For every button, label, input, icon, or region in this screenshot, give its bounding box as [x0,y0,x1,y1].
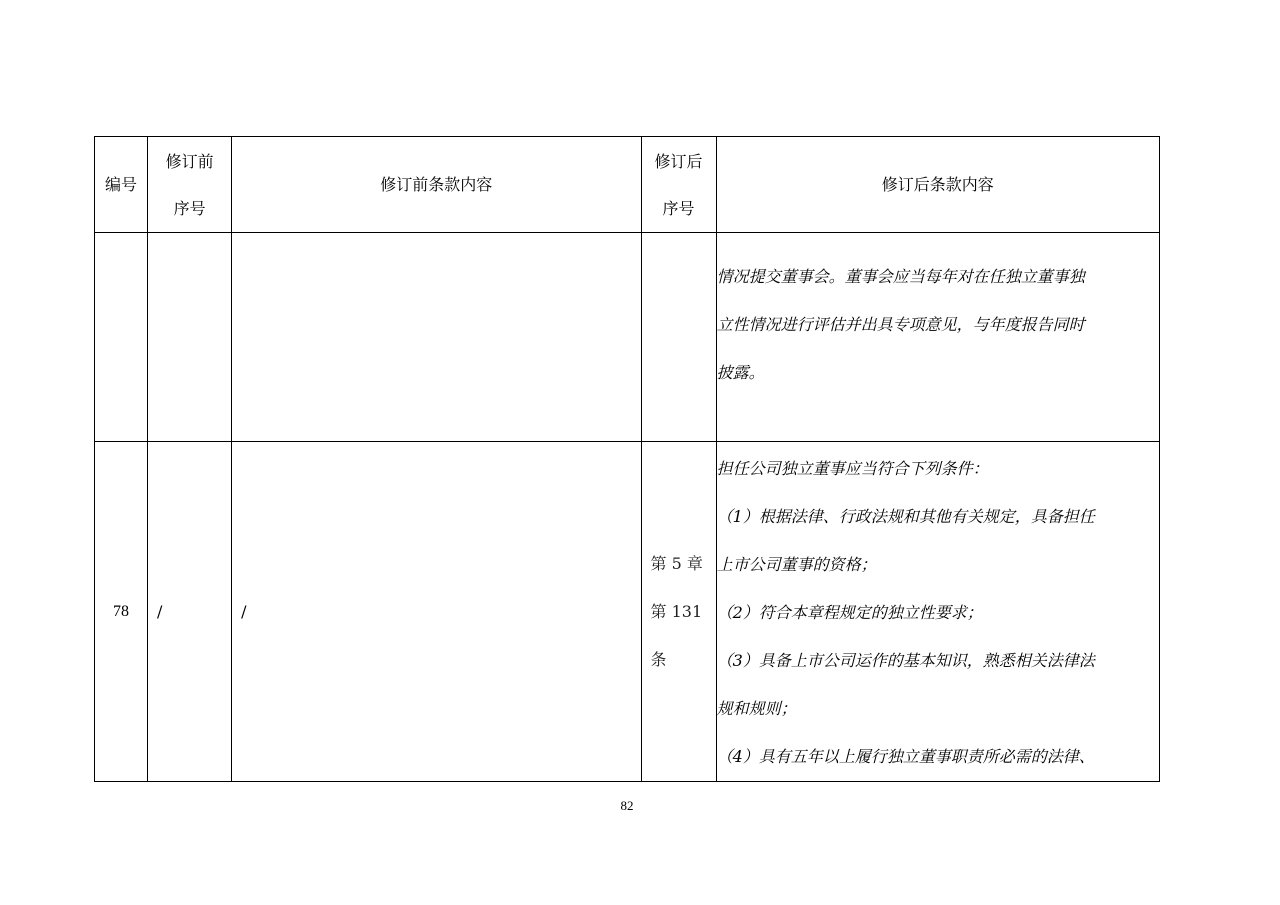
post-content-line: 披露。 [716,362,765,382]
post-content-line: （4）具有五年以上履行独立董事职责所必需的法律、 [716,747,1095,766]
post-content-line: 情况提交董事会。董事会应当每年对在任独立董事独 [716,266,1085,286]
header-number: 编号 [95,137,148,233]
cell-post-index [641,442,716,782]
header-post-index-line1: 修订后 [654,151,703,171]
header-pre-index [148,137,232,233]
cell-pre-content: / [232,442,641,782]
page-number: 82 [620,798,634,813]
revision-table [94,136,1160,782]
header-post-index-line2: 序号 [662,198,695,218]
header-post-index [641,137,716,233]
cell-post-content-continuation [716,233,1159,442]
header-pre-index-line1: 修订前 [165,151,214,171]
post-content-line: （3）具备上市公司运作的基本知识，熟悉相关法律法 [716,651,1095,670]
post-index-line: 第 5 章 [650,553,703,573]
header-pre-index-line2: 序号 [173,198,206,218]
header-pre-content: 修订前条款内容 [232,137,641,233]
post-content-line: （1）根据法律、行政法规和其他有关规定，具备担任 [716,507,1095,526]
cell-post-index-empty [641,233,716,442]
post-index-line: 第 131 [650,601,703,621]
post-index-line: 条 [650,649,667,669]
cell-number-empty [95,233,148,442]
post-content-line: （2）符合本章程规定的独立性要求； [716,603,983,622]
post-content-line: 担任公司独立董事应当符合下列条件： [716,459,989,478]
post-content-line: 立性情况进行评估并出具专项意见，与年度报告同时 [716,314,1085,334]
header-post-content: 修订后条款内容 [716,137,1159,233]
table-row-continuation [95,233,1160,442]
table-row-78 [95,442,1160,782]
post-content-line: 上市公司董事的资格； [716,555,877,574]
cell-number: 78 [95,442,148,782]
cell-pre-index: / [148,442,232,782]
cell-pre-index-empty [148,233,232,442]
cell-post-content [716,442,1159,782]
cell-pre-content-empty [232,233,641,442]
table-header-row [95,137,1160,233]
post-content-line: 规和规则； [716,699,797,718]
